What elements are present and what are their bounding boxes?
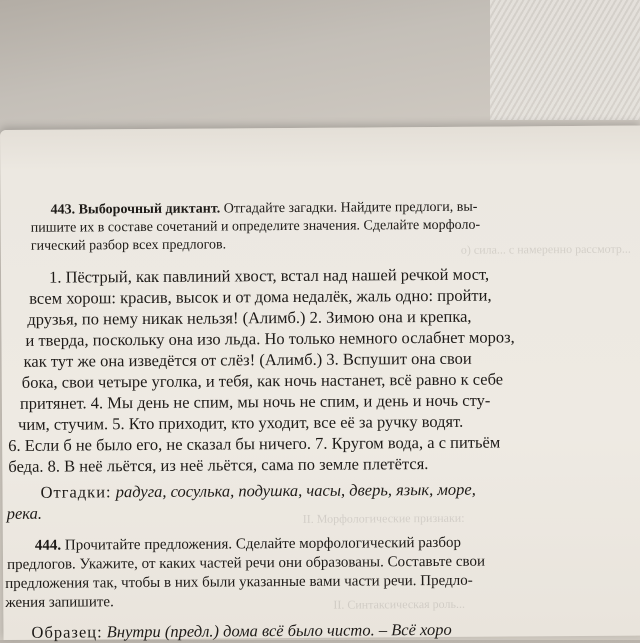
riddle-line: беда. 8. В неё льётся, из неё льётся, сама по земле плетётся. <box>8 454 429 476</box>
bleed-through-text: II. Морфологические признаки: <box>302 510 465 526</box>
riddle-line: и тверда, поскольку она изо льда. Но только немного ослабнет мороз, <box>25 327 515 350</box>
exercise-443-task-line-1: Отгадайте загадки. Найдите предлоги, вы- <box>223 199 478 217</box>
book-page <box>0 126 640 640</box>
bleed-through-text: о) сила... с намеренно рассмотр... <box>460 241 631 257</box>
riddle-line: друзья, по нему никак нельзя! (Алимб.) 2. Зимою она и крепка, <box>27 306 472 329</box>
riddle-line: 6. Если б не было его, не сказал бы ничего. 7. Кругом вода, а с питьём <box>8 432 501 455</box>
bleed-through-text: II. Синтаксическая роль... <box>333 596 465 612</box>
riddle-line: чим, стучим. 5. Кто приходит, кто уходит, все её за ручку водят. <box>17 411 464 434</box>
riddle-line: 1. Пёстрый, как павлиний хвост, встал над нашей речкой мост, <box>48 264 490 287</box>
answers-line-2: река. <box>6 503 43 523</box>
sample-label: Образец: <box>31 622 103 642</box>
page-edges <box>490 0 640 120</box>
answers-list: радуга, сосулька, подушка, часы, дверь, язык, море, <box>115 479 476 502</box>
sample-line <box>31 619 451 643</box>
exercise-444-task-line-4: жения запишите. <box>5 594 114 611</box>
exercise-443-number: 443. <box>50 202 76 218</box>
answers-line-1 <box>40 479 475 503</box>
riddle-line: всем хорош: красив, высок и от дома недалёк, жаль одно: пройти, <box>29 285 492 308</box>
exercise-444-task-line-3: предложения так, чтобы в них были указанные вами части речи. Предло- <box>5 572 473 592</box>
exercise-443-task-line-2: пишите их в составе сочетаний и определите значения. Сделайте морфоло- <box>30 217 481 236</box>
exercise-444-heading <box>35 535 461 555</box>
riddle-line: притянет. 4. Мы день не спим, мы ночь не спим, и день и ночь сту- <box>19 390 491 413</box>
background-book-stack <box>0 0 640 140</box>
exercise-444-task-line-2: предлогов. Укажите, от каких частей речи они образованы. Составьте свои <box>6 553 486 573</box>
exercise-443-title: Выборочный диктант. <box>78 201 221 218</box>
sample-text: Внутри (предл.) дома всё было чисто. – Всё хоро <box>106 619 452 642</box>
exercise-443-heading <box>51 199 478 219</box>
riddle-line: бока, свои четыре уголка, и тебя, как ночь настанет, всё равно к себе <box>21 369 504 392</box>
exercise-444-task-line-1: Прочитайте предложения. Сделайте морфологический разбор <box>64 534 462 554</box>
answers-label: Отгадки: <box>40 482 112 502</box>
riddle-line: как тут же она изведётся от слёз! (Алимб.) 3. Вспушит она свои <box>23 348 472 371</box>
exercise-443-task-line-3: гический разбор всех предлогов. <box>30 237 227 254</box>
exercise-444-number: 444. <box>34 537 62 554</box>
